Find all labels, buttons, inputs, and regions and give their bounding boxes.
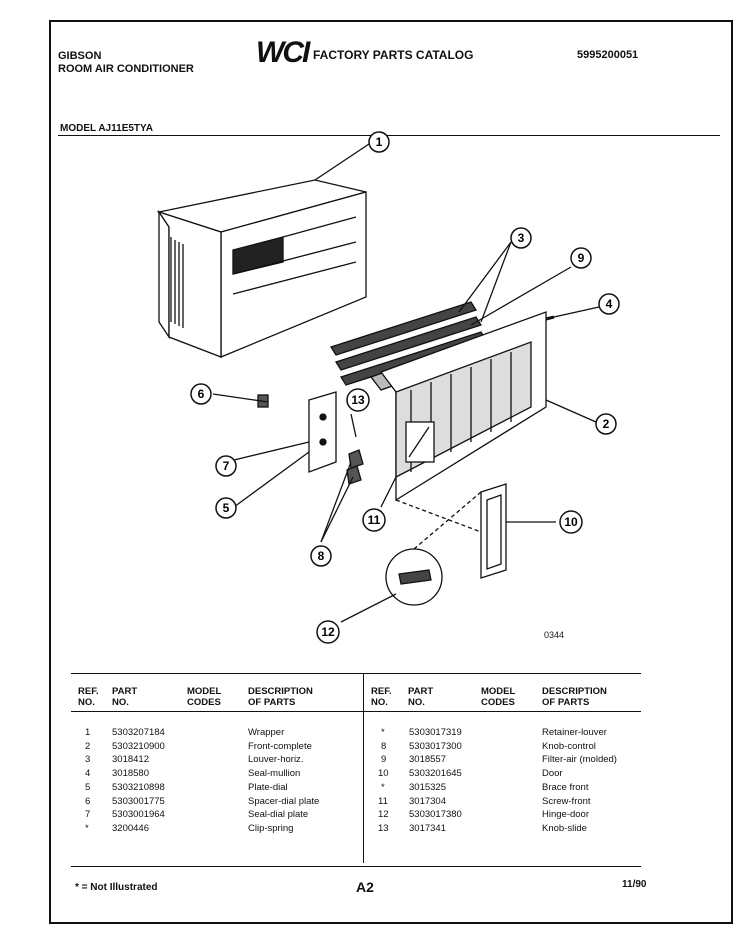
svg-text:6: 6 [197,387,205,401]
brand-name: GIBSON [58,50,102,62]
model-codes-header-right: MODEL CODES [481,686,516,708]
svg-text:12: 12 [321,625,335,639]
ref-no-header: REF. NO. [78,686,99,708]
callout-9 [571,248,591,268]
svg-text:8: 8 [317,549,325,563]
svg-text:10: 10 [564,515,578,529]
seal-mullion [546,317,554,319]
revision-date: 11/90 [622,879,647,890]
callout-3 [511,228,531,248]
footnote-not-illustrated: * = Not Illustrated [75,882,158,893]
callout-11 [363,509,385,531]
dial-plate [309,392,336,472]
table-top-rule [71,673,641,674]
svg-text:11: 11 [367,513,381,527]
model-label: MODEL AJ11E5TYA [60,123,154,134]
wci-logo: WCI [256,36,309,69]
svg-text:1: 1 [375,135,383,149]
svg-text:9: 9 [577,251,585,265]
part-no-header-right: PART NO. [408,686,434,708]
svg-text:4: 4 [605,297,613,311]
knob-control [349,450,363,468]
svg-text:3: 3 [517,231,525,245]
description-header-right: DESCRIPTION OF PARTS [542,686,607,708]
product-type: ROOM AIR CONDITIONER [58,63,194,75]
part-no-header: PART NO. [112,686,138,708]
exploded-parts-diagram [51,22,731,662]
wrapper-cabinet [159,180,366,357]
description-header: DESCRIPTION OF PARTS [248,686,313,708]
page-number: A2 [356,879,374,895]
drawing-number: 0344 [544,630,565,640]
callout-1 [369,132,389,152]
callout-8 [311,546,331,566]
table-divider [363,673,364,863]
callout-7 [216,456,236,476]
svg-text:13: 13 [351,393,365,407]
parts-catalog-page: GIBSON ROOM AIR CONDITIONER WCI FACTORY PARTS CATALOG 5995200051 MODEL AJ11E5TYA 1 2 3 4 5 6 7 8 9 10 11 12 13 0344 REF. NO. PART NO. MODEL CODES DESCRIPTION OF PARTS REF. NO. PART NO. MODEL CODES DESCRIPTION OF PARTS 1 5303207184 Wrapper 2 5303210900 Front-complete 3 3018412 Louver-horiz. 4 3018580 Seal-mullion 5 5303210898 Plate-dial 6 5303001775 Spacer-dial plate 7 5303001964 Seal-dial plate * 3200446 Clip-spring * 5303017319 Retainer-louver 8 5303017300 Knob-control 9 3018557 Filter-air (molded) 10 5303201645 Door * 3015325 Brace front 11 3017304 Screw-front 12 5303017380 Hinge-door 13 3017341 Knob-slide * = Not Illustrated A2 11/90 [49,20,733,924]
callout-2 [596,414,616,434]
model-codes-header: MODEL CODES [187,686,222,708]
callout-6 [191,384,211,404]
svg-text:7: 7 [222,459,230,473]
svg-text:2: 2 [602,417,610,431]
callout-12 [317,621,339,643]
callout-4 [599,294,619,314]
callout-13 [347,389,369,411]
svg-text:5: 5 [222,501,230,515]
catalog-number: 5995200051 [577,49,639,61]
catalog-title: FACTORY PARTS CATALOG [313,48,474,62]
table-header-rule [71,711,641,712]
callout-10 [560,511,582,533]
callout-5 [216,498,236,518]
table-bottom-rule [71,866,641,867]
ref-no-header-right: REF. NO. [371,686,392,708]
